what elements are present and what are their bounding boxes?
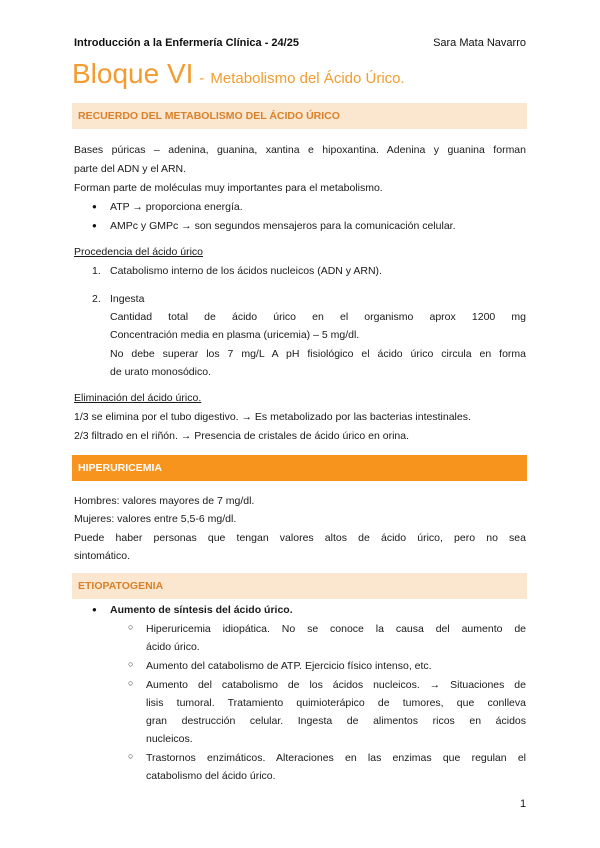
page-number: 1 — [520, 798, 527, 810]
list-item-ingesta: Ingesta — [110, 293, 145, 305]
section-heading-hiperuricemia: HIPERURICEMIA — [72, 455, 527, 481]
sub-item-enzimaticos-line2: catabolismo del ácido úrico. — [146, 770, 276, 782]
list-number: 2. — [92, 293, 101, 305]
sub-item-enzimaticos-line1: Trastornos enzimáticos. Alteraciones en las enzimas que regulan el — [146, 752, 526, 764]
course-title: Introducción a la Enfermería Clínica - 24/25 — [74, 37, 299, 49]
title-dash: - — [199, 70, 205, 87]
list-item-aumento-sintesis: Aumento de síntesis del ácido úrico. — [110, 604, 293, 616]
hiper-note-line2: sintomático. — [74, 550, 131, 562]
ingesta-line2: Concentración media en plasma (uricemia) – 5 mg/dl. — [110, 329, 360, 341]
sub-item-nucleicos-line4: nucleicos. — [146, 733, 193, 745]
author-name: Sara Mata Navarro — [433, 37, 526, 49]
paragraph-moleculas: Forman parte de moléculas muy importantes para el metabolismo. — [74, 182, 383, 194]
ingesta-line1: Cantidad total de ácido úrico en el organismo aprox 1200 mg — [110, 311, 526, 323]
sub-item-nucleicos-line3: gran destrucción celular. Ingesta de alimentos ricos en ácidos — [146, 715, 526, 727]
block-title: Bloque VI — [72, 58, 194, 89]
list-item-atp: ATP → proporciona energía. — [110, 201, 243, 213]
block-subtitle: Metabolismo del Ácido Úrico. — [210, 70, 405, 87]
hiper-note-line1: Puede haber personas que tengan valores altos de ácido úrico, pero no sea — [74, 532, 526, 544]
sub-item-idiopatica-line2: ácido úrico. — [146, 641, 200, 653]
section-heading-recuerdo: RECUERDO DEL METABOLISMO DEL ÁCIDO ÚRICO — [72, 103, 527, 129]
subheading-procedencia: Procedencia del ácido úrico — [74, 246, 203, 258]
eliminacion-line1: 1/3 se elimina por el tubo digestivo. → Es metabolizado por las bacterias intestinales. — [74, 411, 471, 423]
bullet-circle-icon: ○ — [128, 678, 134, 688]
ingesta-line4: de urato monosódico. — [110, 366, 211, 378]
page-header — [74, 37, 526, 49]
sub-item-atp: Aumento del catabolismo de ATP. Ejercicio físico intenso, etc. — [146, 660, 432, 672]
sub-item-idiopatica-line1: Hiperuricemia idiopática. No se conoce la causa del aumento de — [146, 623, 526, 635]
hiper-hombres: Hombres: valores mayores de 7 mg/dl. — [74, 495, 255, 507]
sub-item-nucleicos-line1: Aumento del catabolismo de los ácidos nucleicos. → Situaciones de — [146, 679, 526, 691]
sub-item-nucleicos-line2: lisis tumoral. Tratamiento quimioterápico de tumores, que conlleva — [146, 697, 526, 709]
eliminacion-line2: 2/3 filtrado en el riñón. → Presencia de cristales de ácido úrico en orina. — [74, 430, 410, 442]
list-number: 1. — [92, 265, 101, 277]
list-item-ampc: AMPc y GMPc → son segundos mensajeros para la comunicación celular. — [110, 220, 456, 232]
bullet-dot-icon: ● — [92, 202, 97, 211]
page-title — [72, 58, 405, 90]
paragraph-bases-line2: parte del ADN y el ARN. — [74, 163, 187, 175]
bullet-dot-icon: ● — [92, 605, 97, 614]
bullet-circle-icon: ○ — [128, 659, 134, 669]
bullet-circle-icon: ○ — [128, 622, 134, 632]
subheading-eliminacion: Eliminación del ácido úrico. — [74, 392, 202, 404]
list-item-catabolismo: Catabolismo interno de los ácidos nucleicos (ADN y ARN). — [110, 265, 382, 277]
hiper-mujeres: Mujeres: valores entre 5,5-6 mg/dl. — [74, 513, 237, 525]
ingesta-line3: No debe superar los 7 mg/L A pH fisiológico el ácido úrico circula en forma — [110, 348, 526, 360]
section-heading-etiopatogenia: ETIOPATOGENIA — [72, 573, 527, 599]
bullet-dot-icon: ● — [92, 221, 97, 230]
bullet-circle-icon: ○ — [128, 751, 134, 761]
paragraph-bases-line1: Bases púricas – adenina, guanina, xantina e hipoxantina. Adenina y guanina forman — [74, 144, 526, 156]
